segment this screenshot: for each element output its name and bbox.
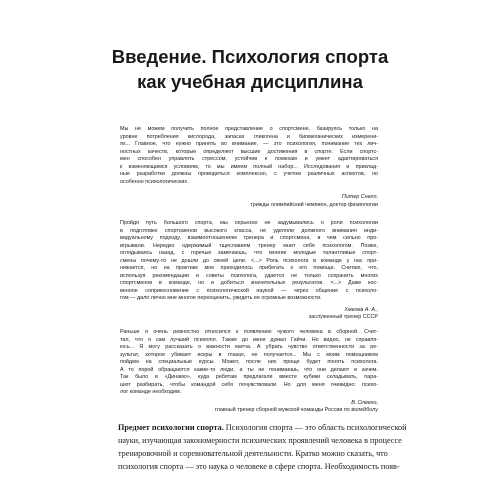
epigraph-credential: заслуженный тренер СССР [308, 314, 378, 320]
epigraph-credential: трижды олимпийский чемпион, доктор физиологии [250, 201, 378, 208]
epigraph-line: особенно психологических. [120, 178, 189, 185]
epigraph-credential: главный тренер сборной мужской команды России по волейболу [214, 407, 378, 413]
epigraph-author: Хмелев А. А., [344, 306, 378, 313]
body-line: психология спорта — это наука о человеке в сфере спорта. Необходимость появ- [118, 462, 400, 471]
body-text [118, 421, 407, 473]
epigraph-line: Так было в «Динамо», куда ребятам предлагали вместе кубики складывать, пара- [120, 374, 378, 380]
epigraph-line: лог команде необходим. [120, 389, 182, 395]
section-lead: Предмет психологии спорта. [118, 423, 224, 432]
epigraph-line: А то порой обращаются какие-то люди, а ты не понимаешь, что они делают и зачем. [120, 366, 378, 373]
epigraph-line: ях... Главное, что нужно принять во внимание, — это психология, понимание тех лич- [120, 141, 378, 147]
epigraph-snell [120, 126, 378, 209]
epigraph-line: Пройдя путь большого спорта, мы серьезно не задумывались о роли психологии [120, 220, 378, 226]
chapter-title-line-2: как учебная дисциплина [137, 71, 363, 92]
epigraph-khmelev [120, 220, 378, 322]
body-line: науки, изучающая закономерности психических проявлений человека в процессе [118, 436, 402, 445]
epigraph-line: ностных качеств, которые определяют высшие достижения в спорте. Если спортс- [120, 148, 378, 155]
epigraph-line: зультат, которое убивает искры в глазах, не получается... Мы с моим помощником [120, 351, 378, 358]
epigraph-author: Питер Снелл, [341, 194, 378, 200]
epigraph-line: смены почему-то не дошли до своей цели. <...> Роль психолога в команде у нас при- [120, 257, 378, 264]
epigraph-line: используя рекомендации и советы психолога, удается не только сохранить многих [120, 272, 378, 279]
epigraph-line: уровне потребления кислорода, запасах гликогена и биомеханических измерени- [120, 133, 378, 140]
epigraph-line: Раньше я очень ревностно относился к появлению чужого человека в сборной. Счит- [120, 329, 378, 335]
epigraph-line: гом — дало лично мне многое переоценить, увидеть ее огромные возможности. [120, 295, 322, 301]
epigraph-line: пойдем на специальные курсы. Может, после них проще будет понять психолога. [120, 359, 378, 365]
epigraph-line: в подготовке спортсменов высокого класса, не уделяли должного внимания инди- [120, 227, 378, 234]
epigraph-author: В. Олекно, [351, 399, 378, 406]
epigraph-line: Мы не можем получить полное представление о спортсмене, базируясь только на [120, 126, 378, 132]
epigraph-line: юсь... Я могу рассказать о важности матча. А убрать чувство ответственности за ре- [120, 344, 378, 350]
epigraph-line: мен способен управлять стрессом, устойчив к помехам и умеет адаптироваться [120, 156, 378, 162]
epigraph-line: видуальному подходу, взаимоотношениям тренера и спортсмена, в чем сильно про- [120, 235, 378, 241]
epigraph-line: спортсменов в команде, но и добиться значительных результатов. <...> Даже кос- [120, 280, 378, 286]
epigraph-line: игрывали. Нередко одержимый тщеславием тренер мнит себя психологом. Позже, [120, 242, 378, 249]
chapter-title [60, 44, 440, 94]
epigraph-line: тал, что я сам лучший психолог. Также до меня думал Гайчи. Но видно, не справля- [120, 336, 378, 343]
body-line [118, 421, 407, 434]
epigraph-line: нижается, но на практике мне приходилось прибегать к его помощи. Считаю, что, [120, 265, 378, 271]
body-line: тренировочной и соревновательной деятельности. Кратко можно сказать, что [118, 449, 388, 458]
epigraph-text [120, 126, 378, 186]
body-line-rest: Психология спорта — это область психологической [225, 423, 407, 432]
epigraph-line: к изменяющимся условиям, то мы имеем полный набор... Исследования и приклад- [120, 163, 378, 170]
chapter-title-line-1: Введение. Психология спорта [111, 46, 389, 67]
epigraph-line: венное соприкосновение с психологической наукой — через общение с психоло- [120, 287, 378, 294]
epigraph-line: оглядываясь назад, с горечью замечаешь, что многие молодые талантливые спорт- [120, 250, 378, 256]
epigraph-line: шют разбирать, чтобы командой себя почувствовали. Но для меня очевидно: психо- [120, 381, 378, 388]
epigraph-olekno [120, 329, 378, 415]
epigraph-line: ные разработки должны проводиться комплексно, с учетом различных аспектов, но [120, 171, 378, 177]
epigraph-text [120, 220, 378, 303]
epigraph-text [120, 329, 378, 397]
